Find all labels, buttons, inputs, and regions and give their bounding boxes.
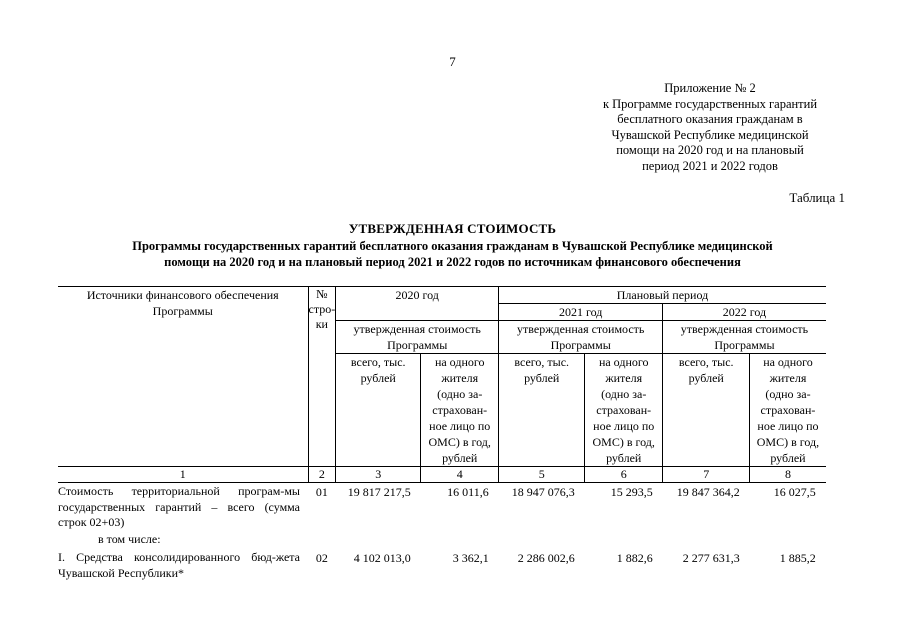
column-number: 7 (663, 467, 750, 483)
column-number: 1 (58, 467, 308, 483)
header-year-2020: 2020 год (336, 287, 499, 321)
appendix-line: к Программе государственных гарантий (602, 96, 818, 111)
column-number: 4 (421, 467, 499, 483)
header-year-2022: 2022 год (663, 304, 826, 321)
header-total-2022: всего, тыс. рублей (663, 354, 750, 467)
table-row (58, 531, 826, 550)
document-subtitle (40, 238, 865, 270)
header-planned-period: Плановый период (499, 287, 826, 304)
header-year-2021: 2021 год (499, 304, 663, 321)
cost-table (58, 286, 826, 581)
appendix-line: помощи на 2020 год и на плановый (616, 143, 804, 157)
cell-total-2022: 19 847 364,2 (676, 485, 740, 499)
row-name: I. Средства консолидированного бюд-жета Чувашской Республики* (58, 550, 300, 580)
cell-per-resident-2020: 3 362,1 (452, 551, 489, 565)
page-number: 7 (449, 54, 456, 69)
cell-per-resident-2020: 16 011,6 (447, 485, 489, 499)
row-name: в том числе: (98, 531, 161, 546)
cell-total-2020: 4 102 013,0 (353, 551, 411, 565)
column-number: 5 (499, 467, 585, 483)
header-row-number: № стро-ки (308, 287, 336, 354)
header-approved-cost-2020: утвержденная стоимость Программы (336, 321, 499, 354)
cell-per-resident-2022: 16 027,5 (773, 485, 816, 499)
header-approved-cost-2022: утвержденная стоимость Программы (663, 321, 826, 354)
row-code: 02 (315, 551, 328, 565)
column-number: 8 (750, 467, 826, 483)
appendix-line: период 2021 и 2022 годов (642, 158, 778, 173)
cell-total-2021: 18 947 076,3 (511, 485, 575, 499)
cell-per-resident-2021: 15 293,5 (610, 485, 653, 499)
cell-per-resident-2021: 1 882,6 (616, 551, 653, 565)
cell-total-2020: 19 817 217,5 (347, 485, 411, 499)
header-source: Источники финансового обеспечения Программы (58, 287, 308, 354)
appendix-line: Чувашской Республике медицинской (611, 127, 809, 142)
header-per-resident-2021: на одного жителя (одно за-страхован-ное лицо по ОМС) в год, рублей (585, 354, 663, 467)
cell-total-2021: 2 286 002,6 (517, 551, 575, 565)
column-number: 6 (585, 467, 663, 483)
row-code: 01 (315, 485, 328, 499)
table-label: Таблица 1 (789, 190, 845, 205)
header-per-resident-2022: на одного жителя (одно за-страхован-ное лицо по ОМС) в год, рублей (750, 354, 826, 467)
table-row (58, 549, 826, 581)
header-approved-cost-2021: утвержденная стоимость Программы (499, 321, 663, 354)
appendix-line: бесплатного оказания гражданам в (617, 112, 803, 126)
subtitle-line-2: помощи на 2020 год и на плановый период 2021 и 2022 годов по источникам финансового обеспечения (164, 255, 741, 269)
header-total-2020: всего, тыс. рублей (336, 354, 421, 467)
appendix-block (560, 81, 860, 174)
cell-per-resident-2022: 1 885,2 (779, 551, 816, 565)
appendix-line: Приложение № 2 (664, 81, 756, 95)
column-number: 2 (308, 467, 336, 483)
document-title: УТВЕРЖДЕННАЯ СТОИМОСТЬ (348, 221, 557, 236)
cell-total-2022: 2 277 631,3 (682, 551, 740, 565)
row-name: Стоимость территориальной програм-мы государственных гарантий – всего (сумма строк 02+03) (58, 484, 300, 529)
table-row (58, 483, 826, 531)
column-number: 3 (336, 467, 421, 483)
subtitle-line-1: Программы государственных гарантий бесплатного оказания гражданам в Чувашской Республике медицинской (132, 239, 773, 253)
header-total-2021: всего, тыс. рублей (499, 354, 585, 467)
header-per-resident-2020: на одного жителя (одно за-страхован-ное лицо по ОМС) в год, рублей (421, 354, 499, 467)
